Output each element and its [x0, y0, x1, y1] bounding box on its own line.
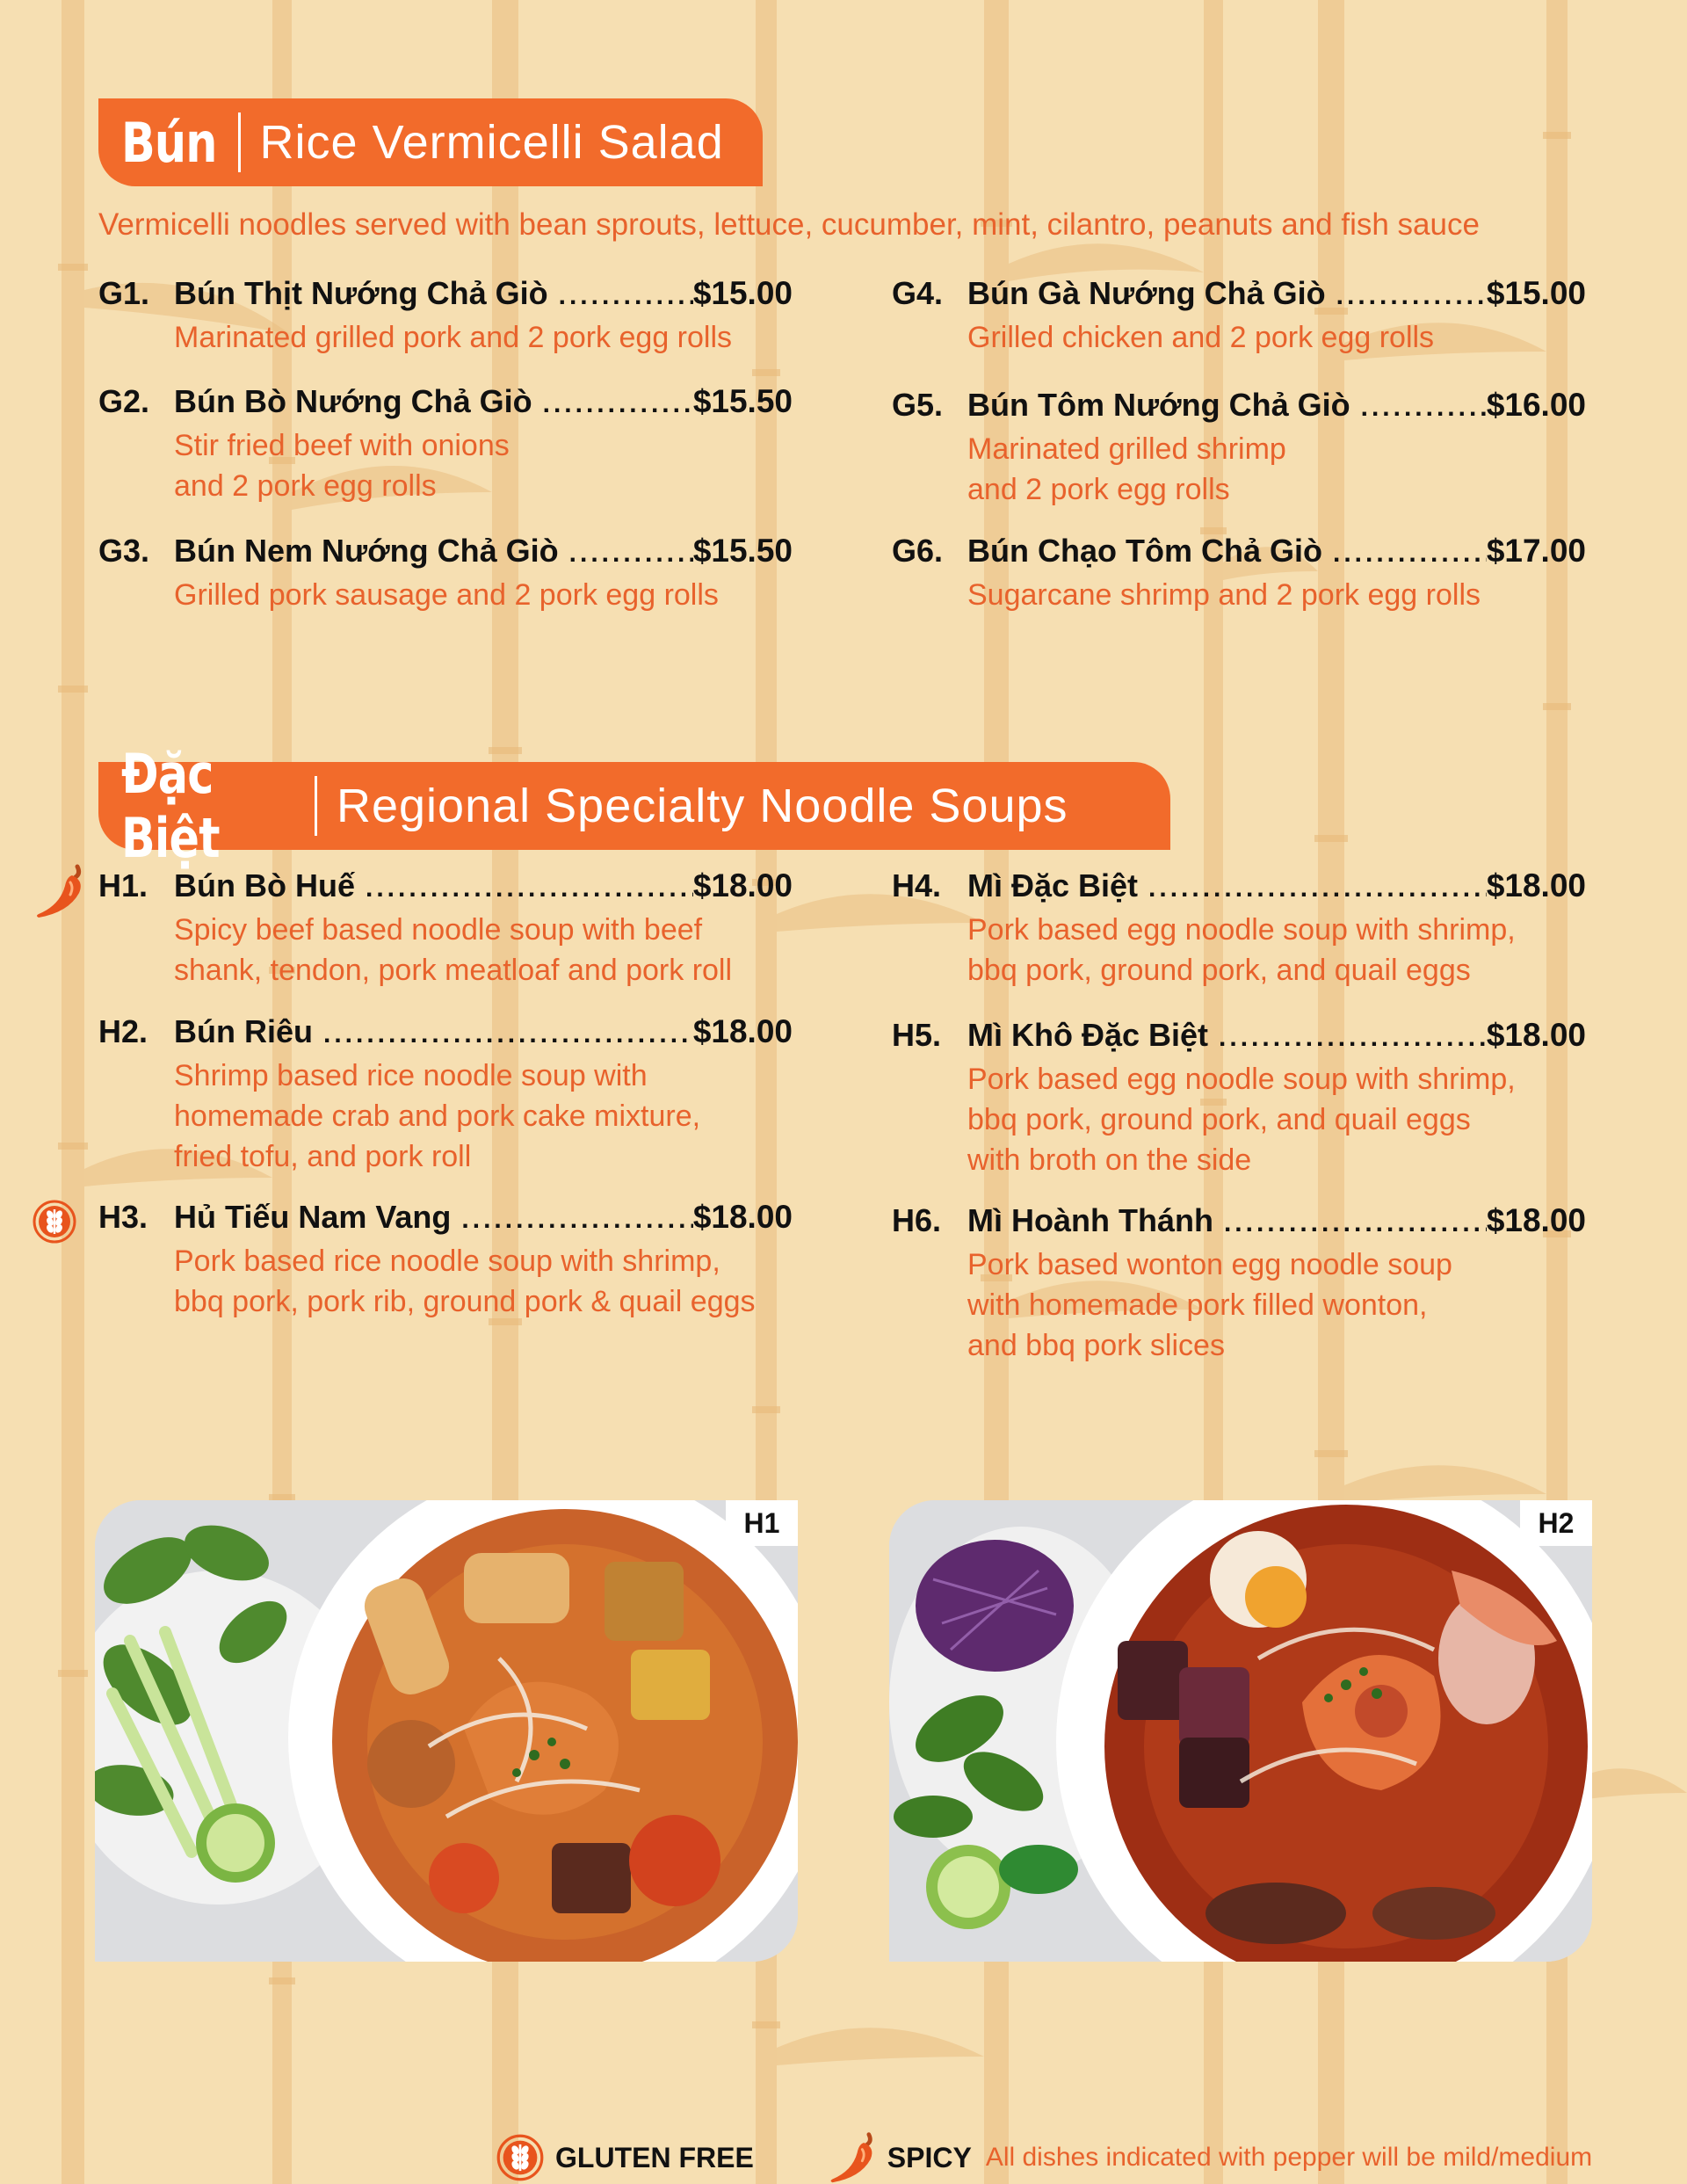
menu-item-h6	[892, 1202, 1586, 1366]
menu-item-h1	[98, 867, 793, 990]
legend-spicy-label: SPICY	[887, 2141, 972, 2173]
menu-item-g1	[98, 275, 793, 358]
item-name: Bún Bò Huế	[174, 867, 355, 903]
menu-item-g6	[892, 533, 1586, 615]
section-title-bold: Bún	[121, 110, 217, 175]
description-line: and 2 pork egg rolls	[174, 469, 437, 503]
menu-item-h4	[892, 867, 1586, 990]
dot-leader	[355, 874, 693, 903]
menu-item-g4	[892, 275, 1586, 358]
item-price: $15.00	[1486, 275, 1586, 311]
dot-leader	[532, 389, 693, 419]
item-description	[967, 575, 1586, 615]
item-name: Hủ Tiếu Nam Vang	[174, 1199, 452, 1235]
photo-tag: H2	[1520, 1500, 1592, 1546]
item-price: $15.50	[692, 383, 793, 419]
dot-leader	[313, 1019, 693, 1049]
item-name: Mì Đặc Biệt	[967, 867, 1139, 903]
description-line: Pork based wonton egg noodle soup	[967, 1248, 1452, 1281]
dot-leader	[451, 1205, 692, 1235]
item-description	[967, 910, 1586, 990]
item-code: H6.	[892, 1202, 942, 1238]
section-banner-bun	[98, 98, 763, 186]
spicy-chili-icon	[30, 861, 90, 921]
item-price: $18.00	[692, 1013, 793, 1049]
section-title-bold: Đặc Biệt	[121, 742, 220, 870]
dot-leader	[1138, 874, 1487, 903]
item-name: Bún Riêu	[174, 1013, 313, 1049]
item-code: G2.	[98, 383, 150, 419]
item-description	[967, 429, 1586, 510]
item-price: $18.00	[1486, 867, 1586, 903]
item-name: Bún Chạo Tôm Chả Giò	[967, 533, 1322, 569]
item-description	[174, 1056, 793, 1177]
description-line: shank, tendon, pork meatloaf and pork roll	[174, 954, 733, 987]
description-line: Pork based egg noodle soup with shrimp,	[967, 913, 1516, 947]
description-line: Marinated grilled shrimp	[967, 432, 1286, 466]
gluten-free-icon	[496, 2133, 545, 2182]
item-description	[174, 910, 793, 990]
description-line: Grilled pork sausage and 2 pork egg rolls	[174, 578, 719, 612]
description-line: Sugarcane shrimp and 2 pork egg rolls	[967, 578, 1481, 612]
legend-gluten-free-label: GLUTEN FREE	[555, 2141, 754, 2173]
item-price: $15.50	[692, 533, 793, 569]
item-price: $18.00	[692, 867, 793, 903]
description-line: and bbq pork slices	[967, 1329, 1225, 1362]
description-line: Spicy beef based noodle soup with beef	[174, 913, 703, 947]
item-name: Bún Gà Nướng Chả Giò	[967, 275, 1326, 311]
item-price: $17.00	[1486, 533, 1586, 569]
item-code: H3.	[98, 1199, 148, 1235]
description-line: bbq pork, ground pork, and quail eggs	[967, 954, 1471, 987]
section-title-sub: Regional Specialty Noodle Soups	[337, 780, 1068, 832]
item-description	[967, 317, 1586, 358]
description-line: Pork based rice noodle soup with shrimp,	[174, 1244, 720, 1278]
item-name: Bún Bò Nướng Chả Giò	[174, 383, 532, 419]
description-line: with homemade pork filled wonton,	[967, 1288, 1428, 1322]
description-line: Shrimp based rice noodle soup with	[174, 1059, 648, 1092]
description-line: bbq pork, ground pork, and quail eggs	[967, 1103, 1471, 1136]
menu-item-g3	[98, 533, 793, 615]
item-price: $18.00	[1486, 1017, 1586, 1053]
item-description	[174, 1241, 793, 1322]
dot-leader	[1350, 393, 1487, 423]
photo-tag: H1	[726, 1500, 798, 1546]
dot-leader	[1213, 1208, 1487, 1238]
description-line: and 2 pork egg rolls	[967, 473, 1230, 506]
description-line: bbq pork, pork rib, ground pork & quail eggs	[174, 1285, 756, 1318]
description-line: Pork based egg noodle soup with shrimp,	[967, 1063, 1516, 1096]
item-code: G6.	[892, 533, 944, 569]
photo-h2-bun-rieu	[889, 1500, 1592, 1962]
item-code: G1.	[98, 275, 150, 311]
description-line: fried tofu, and pork roll	[174, 1140, 472, 1173]
item-price: $18.00	[692, 1199, 793, 1235]
item-name: Mì Hoành Thánh	[967, 1202, 1213, 1238]
section-title-sub: Rice Vermicelli Salad	[259, 116, 724, 169]
item-code: G3.	[98, 533, 150, 569]
item-description	[967, 1059, 1586, 1180]
photo-h1-bun-bo-hue	[95, 1500, 798, 1962]
dot-leader	[1208, 1023, 1487, 1053]
gluten-free-icon	[32, 1199, 77, 1244]
dot-leader	[559, 539, 693, 569]
dot-leader	[1326, 281, 1487, 311]
menu-item-h3	[98, 1199, 793, 1322]
description-line: with broth on the side	[967, 1143, 1252, 1177]
dot-leader	[1322, 539, 1487, 569]
banner-divider	[315, 776, 317, 836]
legend-spicy-note: All dishes indicated with pepper will be mild/medium	[985, 2143, 1593, 2172]
item-description	[967, 1244, 1586, 1366]
section-banner-dac-biet	[98, 742, 1170, 870]
menu-item-g2	[98, 383, 793, 506]
item-description	[174, 317, 793, 358]
item-code: H4.	[892, 867, 942, 903]
item-name: Bún Thịt Nướng Chả Giò	[174, 275, 548, 311]
item-price: $16.00	[1486, 387, 1586, 423]
legend	[496, 2129, 1592, 2184]
item-name: Bún Nem Nướng Chả Giò	[174, 533, 559, 569]
item-description	[174, 425, 793, 506]
menu-item-g5	[892, 387, 1586, 510]
item-code: H1.	[98, 867, 148, 903]
description-line: Grilled chicken and 2 pork egg rolls	[967, 321, 1435, 354]
dot-leader	[548, 281, 693, 311]
item-price: $15.00	[692, 275, 793, 311]
item-code: G4.	[892, 275, 944, 311]
item-name: Bún Tôm Nướng Chả Giò	[967, 387, 1350, 423]
item-description	[174, 575, 793, 615]
banner-divider	[238, 112, 241, 172]
menu-item-h5	[892, 1017, 1586, 1180]
description-line: Stir fried beef with onions	[174, 429, 510, 462]
section-intro: Vermicelli noodles served with bean sprouts, lettuce, cucumber, mint, cilantro, peanuts and fish sauce	[98, 207, 1480, 242]
description-line: Marinated grilled pork and 2 pork egg rolls	[174, 321, 733, 354]
menu-item-h2	[98, 1013, 793, 1177]
item-code: H5.	[892, 1017, 942, 1053]
item-code: H2.	[98, 1013, 148, 1049]
item-code: G5.	[892, 387, 944, 423]
item-name: Mì Khô Đặc Biệt	[967, 1017, 1209, 1053]
item-price: $18.00	[1486, 1202, 1586, 1238]
spicy-chili-icon	[824, 2130, 880, 2184]
description-line: homemade crab and pork cake mixture,	[174, 1099, 701, 1133]
